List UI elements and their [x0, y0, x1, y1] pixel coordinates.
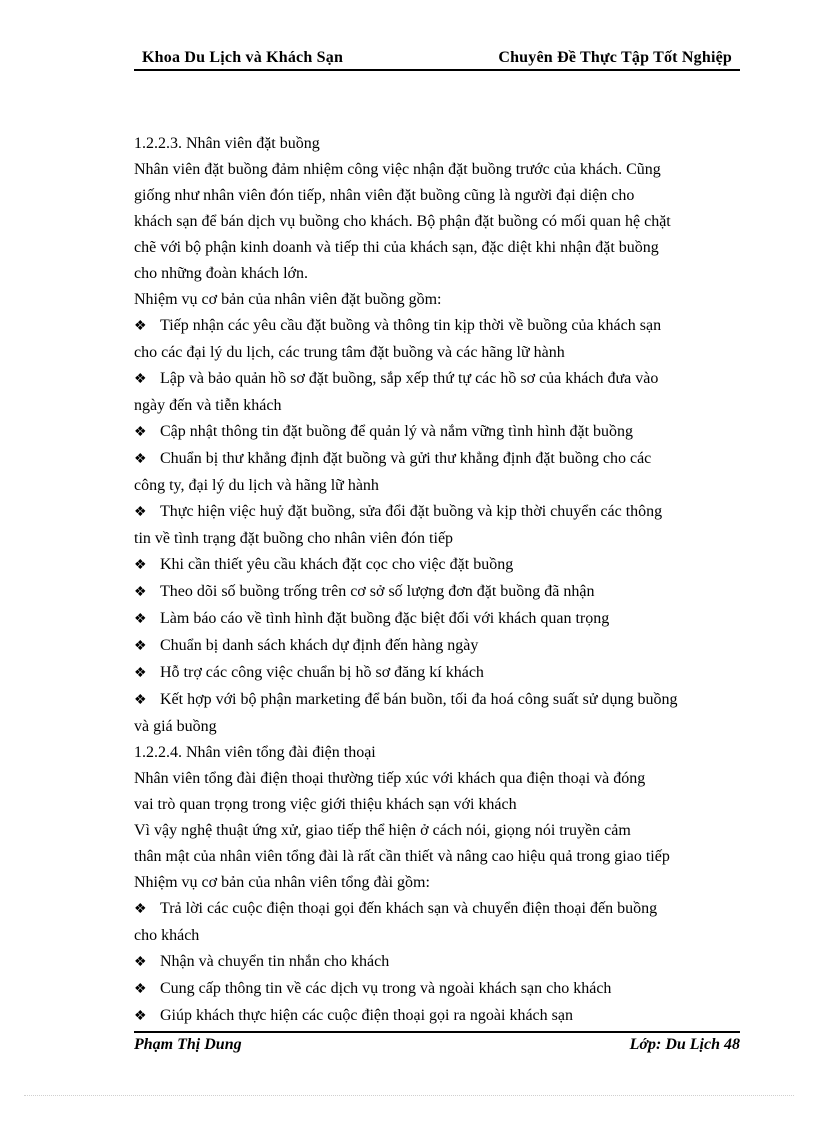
- line-text: Cung cấp thông tin về các dịch vụ trong và ngoài khách sạn cho khách: [160, 980, 612, 997]
- bullet-item: [134, 896, 740, 923]
- bullet-item: [134, 687, 740, 714]
- diamond-bullet-icon: ❖: [134, 372, 147, 387]
- bullet-item: [134, 446, 740, 473]
- line-text: Thực hiện việc huỷ đặt buồng, sửa đổi đặt buồng và kịp thời chuyển các thông: [160, 503, 663, 520]
- diamond-bullet-icon: ❖: [134, 585, 147, 600]
- line-text: 1.2.2.3. Nhân viên đặt buồng: [134, 135, 320, 152]
- line-text: Giúp khách thực hiện các cuộc điện thoại gọi ra ngoài khách sạn: [160, 1007, 573, 1024]
- paragraph-line: [134, 818, 740, 844]
- line-text: Trả lời các cuộc điện thoại gọi đến khách sạn và chuyển điện thoại đến buồng: [160, 900, 658, 917]
- paragraph-line: [134, 923, 740, 949]
- paragraph-line: [134, 792, 740, 818]
- bullet-item: [134, 366, 740, 393]
- line-text: Chuẩn bị danh sách khách dự định đến hàng ngày: [160, 637, 479, 654]
- bullet-item: [134, 579, 740, 606]
- line-text: và giá buồng: [134, 718, 217, 735]
- line-text: tin về tình trạng đặt buồng cho nhân viên đón tiếp: [134, 530, 454, 547]
- bullet-item: [134, 313, 740, 340]
- paragraph-line: [134, 261, 740, 287]
- line-text: cho khách: [134, 927, 200, 944]
- line-text: Nhiệm vụ cơ bản của nhân viên đặt buồng gồm:: [134, 291, 442, 308]
- paragraph-line: [134, 183, 740, 209]
- diamond-bullet-icon: ❖: [134, 666, 147, 681]
- paragraph-line: [134, 235, 740, 261]
- paragraph-line: [134, 473, 740, 499]
- bullet-item: [134, 660, 740, 687]
- body-text: [134, 131, 740, 1030]
- header-rule: [134, 69, 740, 71]
- line-text: cho các đại lý du lịch, các trung tâm đặt buồng và các hãng lữ hành: [134, 344, 565, 361]
- line-text: Lập và bảo quản hồ sơ đặt buồng, sắp xếp thứ tự các hồ sơ của khách đưa vào: [160, 370, 659, 387]
- line-text: khách sạn để bán dịch vụ buồng cho khách. Bộ phận đặt buồng có mối quan hệ chặt: [134, 213, 671, 230]
- footer-rule: [134, 1031, 740, 1033]
- line-text: chẽ với bộ phận kinh doanh và tiếp thi của khách sạn, đặc diệt khi nhận đặt buồng: [134, 239, 659, 256]
- line-text: Tiếp nhận các yêu cầu đặt buồng và thông tin kịp thời về buồng của khách sạn: [160, 317, 662, 334]
- diamond-bullet-icon: ❖: [134, 955, 147, 970]
- line-text: Khi cần thiết yêu cầu khách đặt cọc cho việc đặt buồng: [160, 556, 514, 573]
- line-text: Cập nhật thông tin đặt buồng để quản lý và nắm vững tình hình đặt buồng: [160, 423, 634, 440]
- line-text: giống như nhân viên đón tiếp, nhân viên đặt buồng cũng là người đại diện cho: [134, 187, 635, 204]
- paragraph-line: [134, 740, 740, 766]
- line-text: Nhiệm vụ cơ bản của nhân viên tổng đài gồm:: [134, 874, 430, 891]
- line-text: Nhân viên đặt buồng đảm nhiệm công việc nhận đặt buồng trước của khách. Cũng: [134, 161, 661, 178]
- paragraph-line: [134, 870, 740, 896]
- diamond-bullet-icon: ❖: [134, 693, 147, 708]
- bullet-item: [134, 1003, 740, 1030]
- line-text: Kết hợp với bộ phận marketing để bán buồn, tối đa hoá công suất sử dụng buồng: [160, 691, 678, 708]
- diamond-bullet-icon: ❖: [134, 558, 147, 573]
- page-bottom-dotted-line: [24, 1095, 794, 1096]
- paragraph-line: [134, 157, 740, 183]
- line-text: công ty, đại lý du lịch và hãng lữ hành: [134, 477, 379, 494]
- paragraph-line: [134, 209, 740, 235]
- line-text: Nhân viên tổng đài điện thoại thường tiếp xúc với khách qua điện thoại và đóng: [134, 770, 646, 787]
- header-faculty: Khoa Du Lịch và Khách Sạn: [142, 49, 344, 66]
- paragraph-line: [134, 287, 740, 313]
- paragraph-line: [134, 131, 740, 157]
- line-text: Chuẩn bị thư khẳng định đặt buồng và gửi thư khẳng định đặt buồng cho các: [160, 450, 652, 467]
- line-text: 1.2.2.4. Nhân viên tổng đài điện thoại: [134, 744, 376, 761]
- bullet-item: [134, 552, 740, 579]
- page-header: [134, 46, 740, 68]
- diamond-bullet-icon: ❖: [134, 505, 147, 520]
- diamond-bullet-icon: ❖: [134, 319, 147, 334]
- diamond-bullet-icon: ❖: [134, 1009, 147, 1024]
- diamond-bullet-icon: ❖: [134, 452, 147, 467]
- footer-author: Phạm Thị Dung: [134, 1036, 242, 1053]
- footer-class: Lớp: Du Lịch 48: [629, 1036, 740, 1053]
- line-text: Làm báo cáo về tình hình đặt buồng đặc biệt đối với khách quan trọng: [160, 610, 610, 627]
- line-text: Hỗ trợ các công việc chuẩn bị hồ sơ đăng kí khách: [160, 664, 484, 681]
- paragraph-line: [134, 844, 740, 870]
- bullet-item: [134, 976, 740, 1003]
- bullet-item: [134, 499, 740, 526]
- bullet-item: [134, 949, 740, 976]
- paragraph-line: [134, 526, 740, 552]
- line-text: Vì vậy nghệ thuật ứng xử, giao tiếp thể hiện ở cách nói, giọng nói truyền cảm: [134, 822, 631, 839]
- bullet-item: [134, 606, 740, 633]
- header-report-title: Chuyên Đề Thực Tập Tốt Nghiệp: [498, 49, 732, 66]
- paragraph-line: [134, 714, 740, 740]
- line-text: Theo dõi số buồng trống trên cơ sở số lượng đơn đặt buồng đã nhận: [160, 583, 595, 600]
- paragraph-line: [134, 766, 740, 792]
- diamond-bullet-icon: ❖: [134, 982, 147, 997]
- bullet-item: [134, 633, 740, 660]
- diamond-bullet-icon: ❖: [134, 639, 147, 654]
- paragraph-line: [134, 340, 740, 366]
- line-text: cho những đoàn khách lớn.: [134, 265, 308, 282]
- diamond-bullet-icon: ❖: [134, 612, 147, 627]
- bullet-item: [134, 419, 740, 446]
- diamond-bullet-icon: ❖: [134, 902, 147, 917]
- paragraph-line: [134, 393, 740, 419]
- line-text: thân mật của nhân viên tổng đài là rất cần thiết và nâng cao hiệu quả trong giao tiếp: [134, 848, 670, 865]
- diamond-bullet-icon: ❖: [134, 425, 147, 440]
- line-text: ngày đến và tiễn khách: [134, 397, 282, 414]
- line-text: vai trò quan trọng trong việc giới thiệu khách sạn với khách: [134, 796, 517, 813]
- line-text: Nhận và chuyển tin nhắn cho khách: [160, 953, 390, 970]
